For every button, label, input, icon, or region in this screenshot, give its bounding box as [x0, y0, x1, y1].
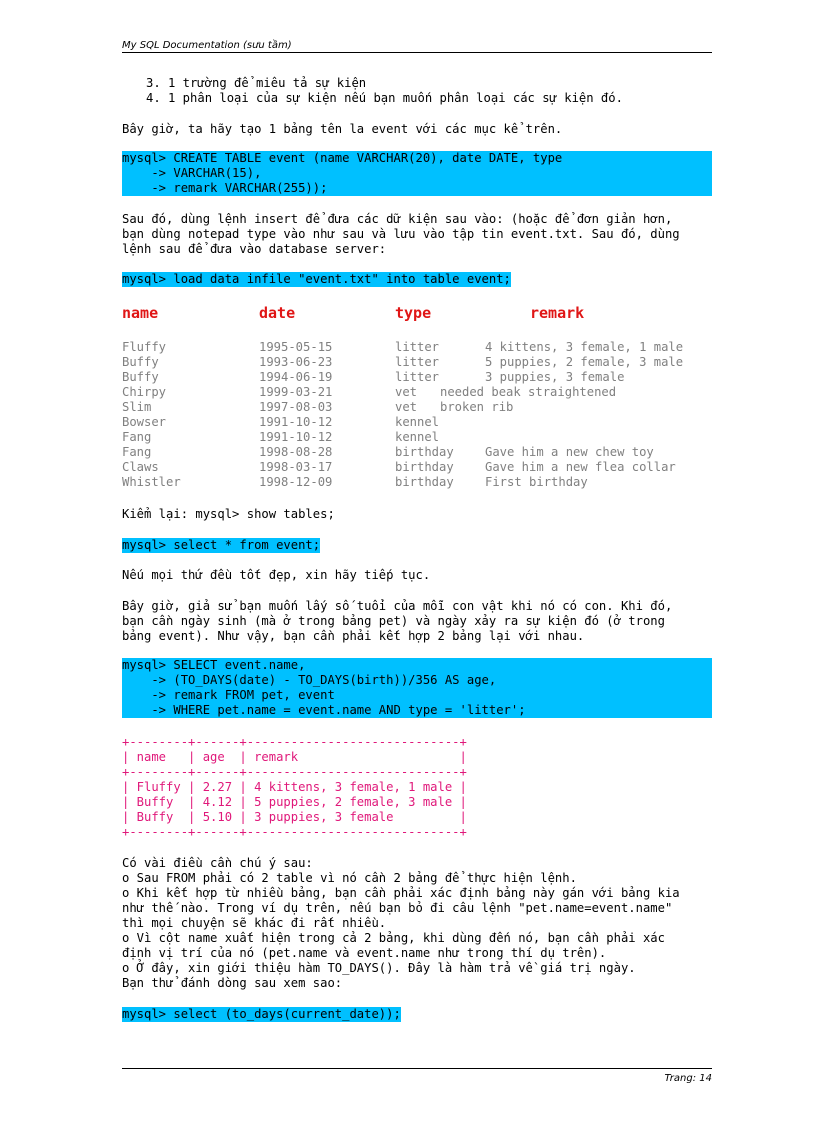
- event-type-cell: vet: [395, 385, 418, 399]
- paragraph-age-intro: Bây giờ, giả sử bạn muốn lấy số tuổi của mỗi con vật khi nó có con. Khi đó, bạn cần ngày sinh (mà ở trong bảng pet) và ngày xảy ra sự kiện đó (ở trong bảng event). Như vậy, bạn cần phải kết hợp 2 bảng lại với nhau.: [122, 599, 673, 643]
- code-join-query: mysql> SELECT event.name, -> (TO_DAYS(date) - TO_DAYS(birth))/356 AS age, -> remark FROM pet, event -> WHERE pet.name = event.name AND type = 'litter';: [122, 658, 712, 718]
- event-remark-cell: 5 puppies, 2 female, 3 male: [485, 355, 684, 369]
- event-name-cell: Slim: [122, 400, 152, 414]
- footer-divider: [122, 1068, 712, 1069]
- event-name-cell: Buffy: [122, 355, 159, 369]
- event-type-cell: litter: [395, 340, 440, 354]
- event-remark-cell: broken rib: [440, 400, 514, 414]
- event-remark-cell: First birthday: [485, 475, 588, 489]
- code-create-table: mysql> CREATE TABLE event (name VARCHAR(20), date DATE, type -> VARCHAR(15), -> remark VARCHAR(255));: [122, 151, 712, 196]
- event-date-cell: 1998-08-28: [259, 445, 333, 459]
- event-remark-cell: Gave him a new chew toy: [485, 445, 654, 459]
- event-name-cell: Fang: [122, 445, 152, 459]
- event-remark-cell: Gave him a new flea collar: [485, 460, 676, 474]
- event-type-cell: birthday: [395, 475, 454, 489]
- event-name-cell: Claws: [122, 460, 159, 474]
- paragraph-check: Kiểm lại: mysql> show tables;: [122, 507, 335, 521]
- event-type-cell: litter: [395, 355, 440, 369]
- event-remark-cell: 4 kittens, 3 female, 1 male: [485, 340, 684, 354]
- event-remark-cell: needed beak straightened: [440, 385, 617, 399]
- event-type-cell: birthday: [395, 445, 454, 459]
- code-load-data: mysql> load data infile "event.txt" into table event;: [122, 272, 511, 286]
- event-date-cell: 1998-12-09: [259, 475, 333, 489]
- page-number: Trang: 14: [664, 1073, 712, 1084]
- paragraph-insert-intro: Sau đó, dùng lệnh insert để đưa các dữ kiện sau vào: (hoặc để đơn giản hơn, bạn dùng notepad type vào như sau và lưu vào tập tin event.txt. Sau đó, dùng lệnh sau để đưa vào database server:: [122, 212, 680, 256]
- event-type-cell: vet: [395, 400, 418, 414]
- event-date-cell: 1999-03-21: [259, 385, 333, 399]
- list-item: 4. 1 phân loại của sự kiện nếu bạn muốn phân loại các sự kiện đó.: [146, 91, 623, 105]
- column-header-date: date: [259, 304, 296, 322]
- list-item: 3. 1 trường để miêu tả sự kiện: [146, 76, 367, 90]
- column-header-name: name: [122, 304, 159, 322]
- event-type-cell: birthday: [395, 460, 454, 474]
- event-name-cell: Chirpy: [122, 385, 167, 399]
- query-result-table: +--------+------+-----------------------------+ | name | age | remark | +--------+------+-----------------------------+ | Fluffy | 2.27 | 4 kittens, 3 female, 1 male | | Buffy | 4.12 | 5 puppies, 2 female, 3 male | | Buffy | 5.10 | 3 puppies, 3 female | +--------+------+-----------------------------+: [122, 735, 467, 839]
- code-select-event: mysql> select * from event;: [122, 538, 321, 552]
- event-remark-cell: 3 puppies, 3 female: [485, 370, 625, 384]
- event-type-cell: litter: [395, 370, 440, 384]
- event-date-cell: 1997-08-03: [259, 400, 333, 414]
- event-type-cell: kennel: [395, 415, 440, 429]
- page-header-title: My SQL Documentation (sưu tầm): [122, 40, 292, 51]
- code-to-days: mysql> select (to_days(current_date));: [122, 1007, 401, 1021]
- paragraph-create-intro: Bây giờ, ta hãy tạo 1 bảng tên la event với các mục kể trên.: [122, 122, 563, 136]
- event-date-cell: 1995-05-15: [259, 340, 333, 354]
- event-name-cell: Fluffy: [122, 340, 167, 354]
- event-name-cell: Whistler: [122, 475, 181, 489]
- event-name-cell: Bowser: [122, 415, 167, 429]
- event-name-cell: Buffy: [122, 370, 159, 384]
- event-date-cell: 1991-10-12: [259, 430, 333, 444]
- event-name-cell: Fang: [122, 430, 152, 444]
- event-date-cell: 1991-10-12: [259, 415, 333, 429]
- column-header-type: type: [395, 304, 432, 322]
- header-divider: [122, 52, 712, 53]
- event-date-cell: 1994-06-19: [259, 370, 333, 384]
- paragraph-notes: Có vài điều cần chú ý sau: o Sau FROM phải có 2 table vì nó cần 2 bảng để thực hiện lệnh. o Khi kết hợp từ nhiều bảng, bạn cần phải xác định bảng này gán với bảng kia như thế nào. Trong ví dụ trên, nếu bạn bỏ đi câu lệnh "pet.name=event.name" thì mọi chuyện sẽ khác đi rất nhiều. o Vì cột name xuất hiện trong cả 2 bảng, khi dùng đến nó, bạn cần phải xác định vị trí của nó (pet.name và event.name như trong thí dụ trên). o Ở đây, xin giới thiệu hàm TO_DAYS(). Đây là hàm trả về giá trị ngày. Bạn thử đánh dòng sau xem sao:: [122, 856, 680, 990]
- column-header-remark: remark: [530, 304, 585, 322]
- event-date-cell: 1993-06-23: [259, 355, 333, 369]
- paragraph-ok: Nếu mọi thứ đều tốt đẹp, xin hãy tiếp tục.: [122, 568, 431, 582]
- event-type-cell: kennel: [395, 430, 440, 444]
- event-date-cell: 1998-03-17: [259, 460, 333, 474]
